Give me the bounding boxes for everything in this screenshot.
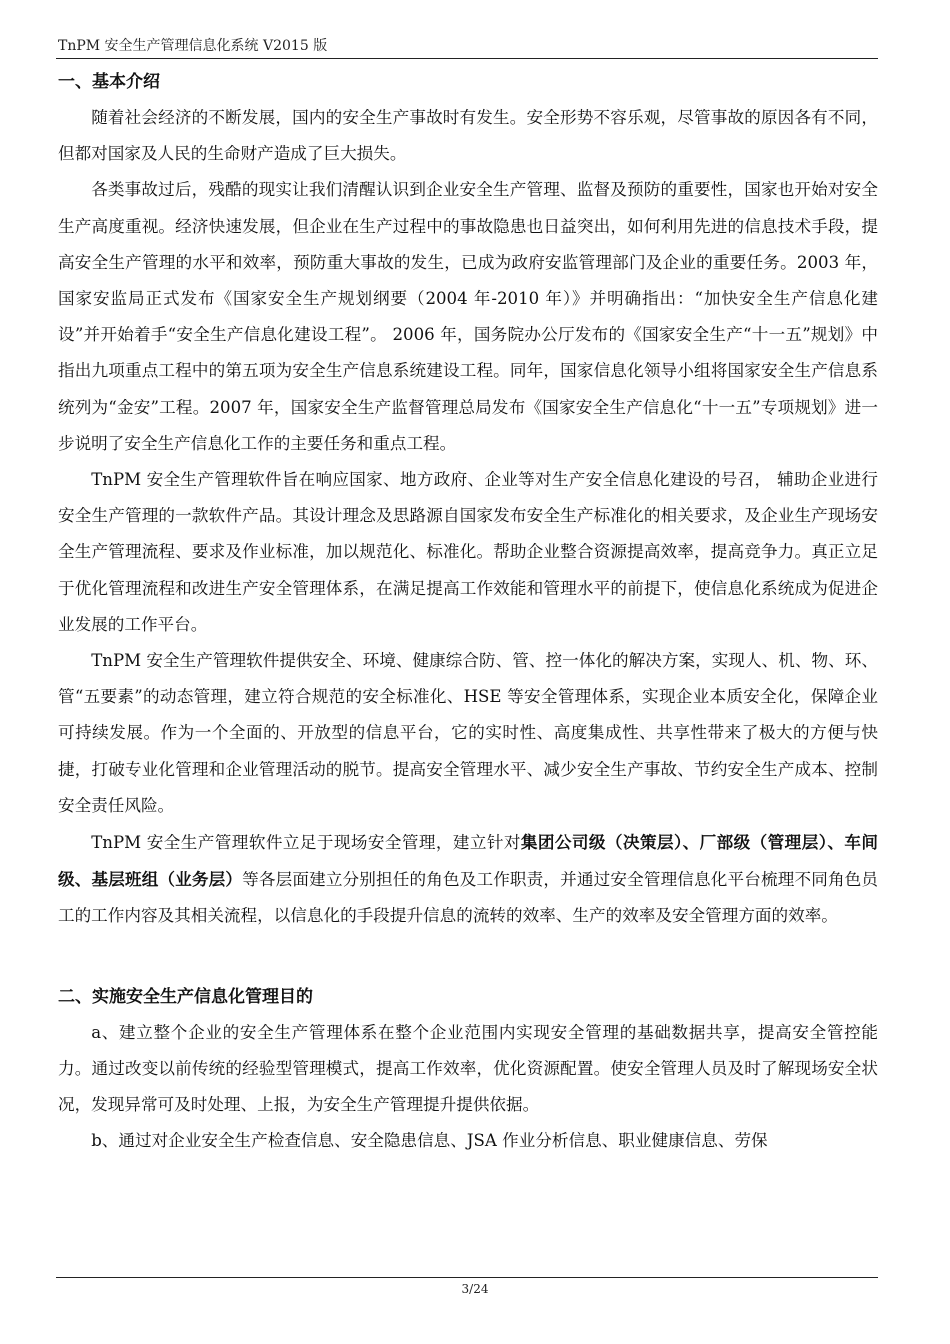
paragraph-intro-5-post: 等各层面建立分别担任的角色及工作职责，并通过安全管理信息化平台梳理不同角色员工的工作内容及其相关流程，以信息化的手段提升信息的流转的效率、生产的效率及安全管理方面的效率。 [58,870,879,926]
section-heading-goals: 二、实施安全生产信息化管理目的 [58,986,313,1007]
section-heading-intro: 一、基本介绍 [58,72,160,92]
paragraph-goal-b: b、通过对企业安全生产检查信息、安全隐患信息、JSA 作业分析信息、职业健康信息、劳保 [91,1131,768,1151]
footer-divider [56,1277,878,1278]
paragraph-intro-3: TnPM 安全生产管理软件旨在响应国家、地方政府、企业等对生产安全信息化建设的号召， 辅助企业进行安全生产管理的一款软件产品。其设计理念及思路源自国家发布安全生产标准化的相关要求，及企业生产现场安全生产管理流程、要求及作业标准，加以规范化、标准化。帮助企业整合资源提高效率，提高竞争力。真正立足于优化管理流程和改进生产安全管理体系，在满足提高工作效能和管理水平的前提下，使信息化系统成为促进企业发展的工作平台。 [58,470,878,634]
paragraph-intro-5-pre: TnPM 安全生产管理软件立足于现场安全管理，建立针对 [91,833,521,853]
page-number: 3/24 [461,1282,489,1296]
paragraph-intro-2: 各类事故过后，残酷的现实让我们清醒认识到企业安全生产管理、监督及预防的重要性，国家也开始对安全生产高度重视。经济快速发展，但企业在生产过程中的事故隐患也日益突出，如何利用先进的信息技术手段，提高安全生产管理的水平和效率，预防重大事故的发生，已成为政府安监管理部门及企业的重要任务。2003 年，国家安监局正式发布《国家安全生产规划纲要（2004 年-2010 年）》并明确指出：“加快安全生产信息化建设”并开始着手“安全生产信息化建设工程”。 2006 年，国务院办公厅发布的《国家安全生产“十一五”规划》中指出九项重点工程中的第五项为安全生产信息系统建设工程。同年，国家信息化领导小组将国家安全生产信息系统列为“金安”工程。2007 年，国家安全生产监督管理总局发布《国家安全生产信息化“十一五”专项规划》进一步说明了安全生产信息化工作的主要任务和重点工程。 [58,180,878,453]
page-header: TnPM 安全生产管理信息化系统 V2015 版 [58,38,328,54]
paragraph-intro-5-bold: 集团公司级（决策层）、厂部级（管理层）、车间级、基层班组（业务层） [58,832,879,890]
header-divider [56,58,878,59]
document-body [58,64,878,1159]
section-spacer [58,935,878,979]
paragraph-intro-5 [58,824,878,935]
paragraph-intro-1: 随着社会经济的不断发展，国内的安全生产事故时有发生。安全形势不容乐观，尽管事故的原因各有不同，但都对国家及人民的生命财产造成了巨大损失。 [58,108,878,164]
paragraph-intro-4: TnPM 安全生产管理软件提供安全、环境、健康综合防、管、控一体化的解决方案，实现人、机、物、环、管“五要素”的动态管理，建立符合规范的安全标准化、HSE 等安全管理体系，实现企业本质安全化，保障企业可持续发展。作为一个全面的、开放型的信息平台，它的实时性、高度集成性、共享性带来了极大的方便与快捷，打破专业化管理和企业管理活动的脱节。提高安全管理水平、减少安全生产事故、节约安全生产成本、控制安全责任风险。 [58,651,878,815]
paragraph-goal-a: a、建立整个企业的安全生产管理体系在整个企业范围内实现安全管理的基础数据共享，提高安全管控能力。通过改变以前传统的经验型管理模式，提高工作效率，优化资源配置。使安全管理人员及时了解现场安全状况，发现异常可及时处理、上报，为安全生产管理提升提供依据。 [58,1022,878,1115]
